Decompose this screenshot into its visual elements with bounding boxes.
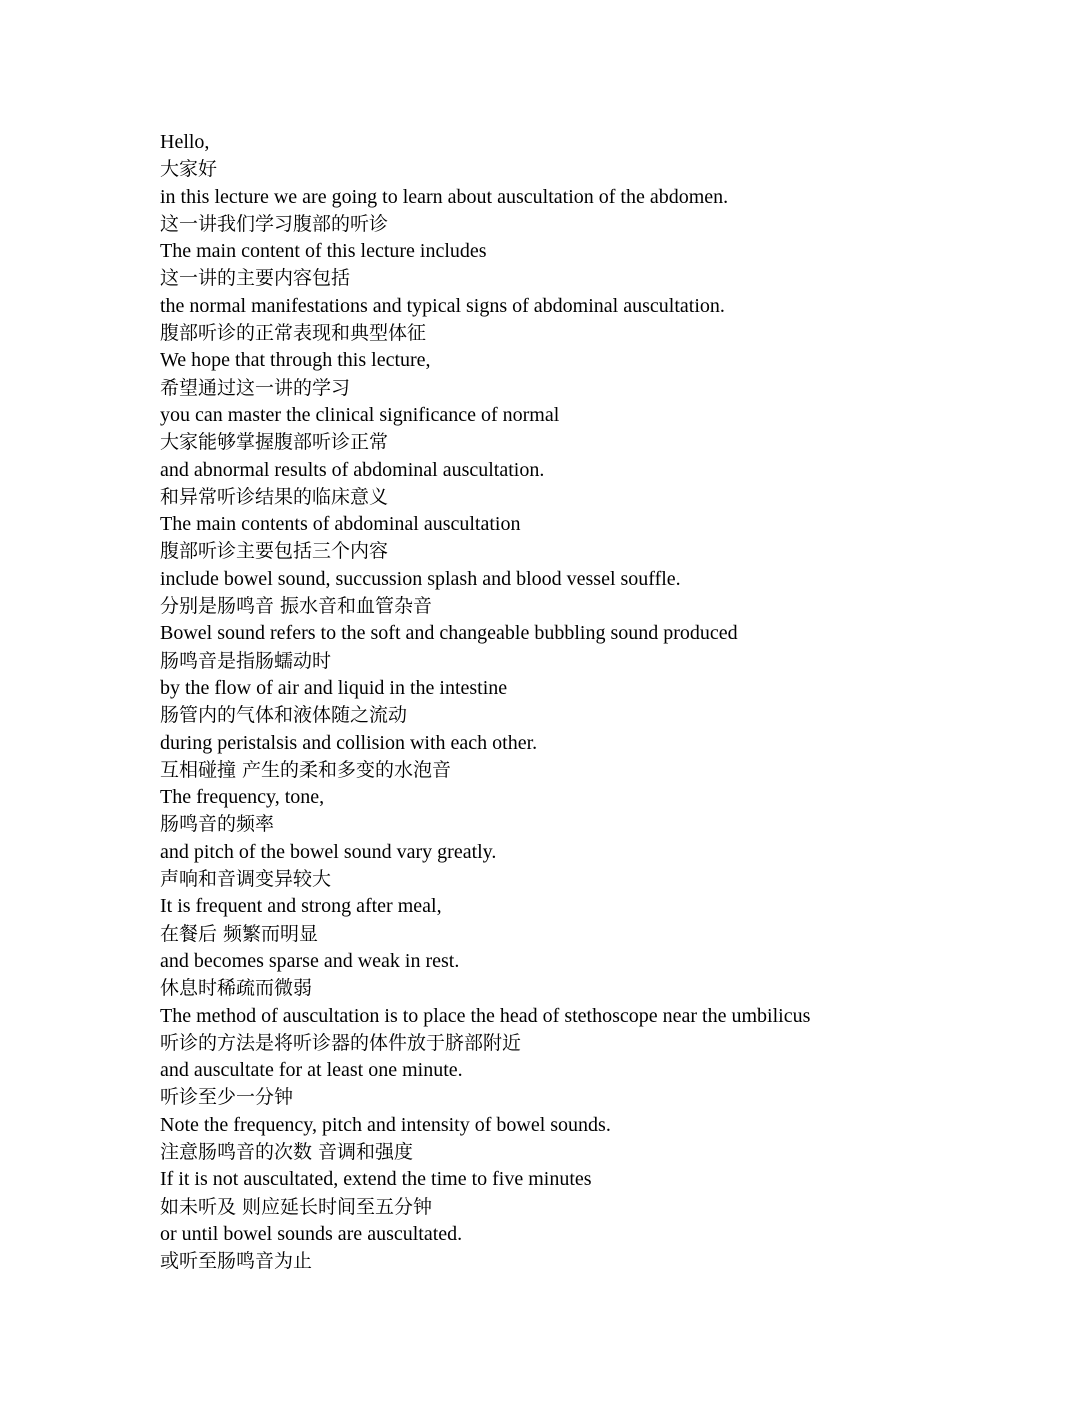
transcript-line-chinese: 肠鸣音的频率 [160, 813, 275, 836]
transcript-line-english: you can master the clinical significance of normal [160, 403, 560, 426]
transcript-line-chinese: 分别是肠鸣音 振水音和血管杂音 [160, 595, 433, 618]
transcript-line-chinese: 声响和音调变异较大 [160, 868, 332, 891]
transcript-line-chinese: 如未听及 则应延长时间至五分钟 [160, 1195, 433, 1218]
transcript-line-chinese: 听诊的方法是将听诊器的体件放于脐部附近 [160, 1031, 522, 1054]
transcript-line-english: Hello, [160, 131, 210, 153]
transcript-line-chinese: 腹部听诊的正常表现和典型体征 [160, 322, 427, 345]
transcript-line-english: and auscultate for at least one minute. [160, 1059, 463, 1082]
transcript-body [160, 129, 1060, 1275]
transcript-line-chinese: 大家能够掌握腹部听诊正常 [160, 431, 389, 454]
transcript-line-english: in this lecture we are going to learn about auscultation of the abdomen. [160, 185, 729, 208]
transcript-line-chinese: 这一讲的主要内容包括 [160, 267, 351, 290]
transcript-line-chinese: 和异常听诊结果的临床意义 [160, 485, 389, 508]
transcript-line-chinese: 大家好 [160, 158, 218, 181]
transcript-line-chinese: 在餐后 频繁而明显 [160, 922, 319, 945]
transcript-line-chinese: 互相碰撞 产生的柔和多变的水泡音 [160, 758, 452, 781]
transcript-line-english: Note the frequency, pitch and intensity of bowel sounds. [160, 1113, 611, 1136]
transcript-line-chinese: 希望通过这一讲的学习 [160, 376, 351, 399]
transcript-line-english: include bowel sound, succussion splash and blood vessel souffle. [160, 567, 681, 590]
transcript-line-english: The frequency, tone, [160, 786, 325, 809]
transcript-line-chinese: 休息时稀疏而微弱 [160, 977, 313, 1000]
transcript-line-english: the normal manifestations and typical signs of abdominal auscultation. [160, 294, 725, 317]
transcript-line-chinese: 听诊至少一分钟 [160, 1086, 294, 1109]
transcript-line-chinese: 注意肠鸣音的次数 音调和强度 [160, 1140, 414, 1163]
transcript-line-chinese: 肠鸣音是指肠蠕动时 [160, 649, 332, 672]
transcript-line-chinese: 或听至肠鸣音为止 [160, 1250, 313, 1273]
transcript-line-english: by the flow of air and liquid in the intestine [160, 676, 508, 699]
transcript-line-english: We hope that through this lecture, [160, 349, 431, 372]
transcript-line-english: and abnormal results of abdominal auscultation. [160, 458, 545, 481]
transcript-line-chinese: 这一讲我们学习腹部的听诊 [160, 212, 389, 235]
transcript-line-english: and pitch of the bowel sound vary greatly. [160, 840, 497, 863]
transcript-line-english: The method of auscultation is to place the head of stethoscope near the umbilicus [160, 1004, 811, 1027]
transcript-line-chinese: 肠管内的气体和液体随之流动 [160, 704, 408, 727]
transcript-line-chinese: 腹部听诊主要包括三个内容 [160, 540, 389, 563]
transcript-line-english: If it is not auscultated, extend the time to five minutes [160, 1168, 592, 1191]
transcript-line-english: or until bowel sounds are auscultated. [160, 1222, 463, 1245]
transcript-line-english: during peristalsis and collision with each other. [160, 731, 538, 754]
transcript-line-english: Bowel sound refers to the soft and changeable bubbling sound produced [160, 622, 738, 645]
transcript-line-english: It is frequent and strong after meal, [160, 895, 442, 918]
transcript-line-english: and becomes sparse and weak in rest. [160, 949, 460, 972]
transcript-line-english: The main content of this lecture includes [160, 240, 487, 263]
transcript-line-english: The main contents of abdominal auscultation [160, 513, 521, 536]
